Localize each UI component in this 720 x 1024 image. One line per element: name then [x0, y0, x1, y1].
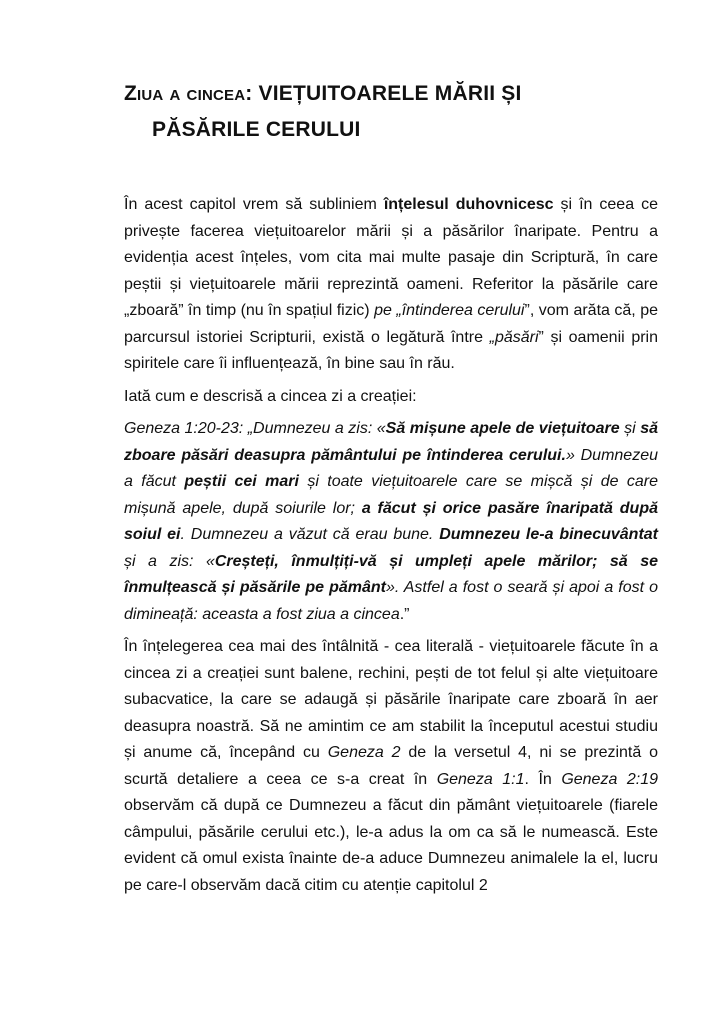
quote-bold-text: Dumnezeu le-a binecuvântat: [439, 526, 659, 543]
quote-bold-text: a făcut și orice pasăre înaripată după soiul ei: [124, 499, 659, 543]
quote-text: și: [619, 420, 641, 437]
quote-bold-text: Creșteți, înmulțiți-vă și umpleți apele mărilor; să se înmulțească și păsările pe pământ: [124, 552, 658, 596]
text-run: ” și oamenii prin spiritele care îi influențează, în bine sau în rău.: [124, 328, 658, 372]
text-run: observăm că după ce Dumnezeu a făcut din pământ viețuitoarele (fiarele câmpului, păsările cerului etc.), le-a adus la om ca să le numească. Este evident că omul exista înainte de-a aduce Dumnezeu animalele la el, lucru pe care-l observăm dacă citim cu atenție capitolul 2: [124, 797, 658, 894]
document-page: [124, 76, 658, 905]
quote-text: și toate viețuitoarele care se mișcă și de care mișună apele, după soiurile lor;: [124, 473, 659, 517]
italic-emphasis: „păsări: [489, 328, 539, 346]
chapter-title-part-2: PĂSĂRILE CERULUI: [152, 118, 361, 141]
scripture-reference: Geneza 2:19: [561, 770, 659, 788]
quote-closing: .”: [399, 605, 410, 623]
text-run: În înțelegerea cea mai des întâlnită - cea literală - viețuitoarele făcute în a cincea zi a creației sunt balene, rechini, pești de tot felul și alte viețuitoare subacvatice, la care se adaugă și păsările înaripate care zboară în aer deasupra noastră. Să ne amintim ce am stabilit la începutul acestui studiu și anume că, începând cu: [124, 638, 658, 761]
chapter-title-part-1: VIEȚUITOARELE MĂRII ȘI: [252, 82, 522, 105]
chapter-heading: [124, 76, 658, 148]
quote-bold-text: să zboare păsări deasupra pământului pe întinderea cerului.: [124, 420, 659, 464]
quote-text: . Dumnezeu a văzut că erau bune.: [180, 526, 440, 543]
chapter-heading-line-1: [124, 76, 658, 112]
scripture-reference: Geneza 1:20-23: [124, 420, 239, 437]
scripture-reference: Geneza 2: [327, 744, 401, 761]
italic-emphasis: pe „întinderea cerului: [374, 302, 525, 319]
quote-bold-text: Să mișune apele de viețuitoare: [385, 420, 620, 437]
scripture-reference: Geneza 1:1: [436, 770, 525, 788]
paragraph-lead-in: Iată cum e descrisă a cincea zi a creației:: [124, 387, 417, 405]
bold-emphasis: înțelesul duhovnicesc: [383, 196, 554, 213]
chapter-heading-colon: :: [245, 82, 253, 105]
text-run: de la versetul 4, ni se prezintă o scurtă detaliere a ceea ce s-a creat în: [124, 744, 658, 788]
chapter-day-label: Ziua a cincea: [124, 82, 246, 105]
text-run: ”, vom arăta că, pe parcursul istoriei Scripturii, există o legătură între: [124, 302, 659, 346]
quote-bold-text: peștii cei mari: [184, 473, 299, 490]
quote-text: : „Dumnezeu a zis: «: [238, 420, 386, 437]
quote-text: » Dumnezeu a făcut: [124, 446, 658, 490]
text-run: . În: [524, 770, 562, 788]
quote-text: ». Astfel a fost o seară și apoi a fost o dimineață: aceasta a fost ziua a cincea: [124, 579, 658, 623]
paragraph-interpretation: [124, 634, 658, 899]
text-run: și în ceea ce privește facerea viețuitoarelor mării și a păsărilor înaripate. Pentru a evidenția acest înțeles, vom cita mai multe pasaje din Scriptură, în care peștii și viețuitoarele mării reprezintă oameni. Referitor la păsările care „zboară” în timp (nu în spațiul fizic): [124, 196, 658, 319]
text-run: În acest capitol vrem să subliniem: [124, 196, 384, 213]
scripture-quote: [124, 416, 658, 628]
paragraph-intro: [124, 192, 658, 378]
quote-text: și a zis: «: [124, 552, 215, 570]
